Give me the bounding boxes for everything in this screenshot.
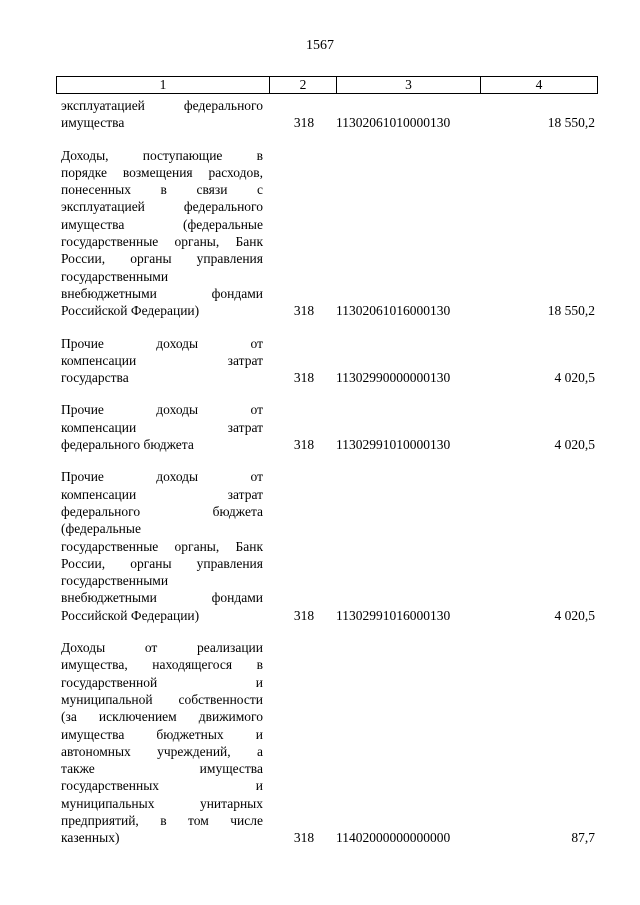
description-line: (федеральные [61, 521, 141, 537]
column-header-3: 3 [337, 77, 481, 94]
description-line: России, органы управления [61, 251, 263, 267]
row-admin-code: 318 [293, 437, 315, 453]
table-body [61, 97, 601, 862]
description-line: компенсации затрат [61, 419, 263, 435]
description-line: муниципальных унитарных [61, 795, 263, 811]
column-header-4: 4 [481, 77, 598, 94]
description-line: порядке возмещения расходов, [61, 164, 263, 180]
row-budget-code: 11302061016000130 [336, 303, 451, 319]
description-line: автономных учреждений, а [61, 743, 263, 759]
column-header-row [56, 76, 598, 94]
description-line: Прочие доходы от [61, 335, 263, 351]
row-amount: 4 020,5 [554, 370, 595, 386]
description-line: государственными [61, 268, 169, 284]
description-line: Прочие доходы от [61, 469, 263, 485]
table-row [61, 468, 601, 624]
description-line: предприятий, в том числе [61, 812, 263, 828]
row-budget-code: 11402000000000000 [336, 830, 451, 846]
description-line: России, органы управления [61, 555, 263, 571]
row-amount: 4 020,5 [554, 437, 595, 453]
description-line: федерального бюджета [61, 503, 263, 519]
row-admin-code: 318 [293, 830, 315, 846]
row-amount: 87,7 [571, 830, 595, 846]
description-line: Российской Федерации) [61, 303, 200, 319]
table-row [61, 639, 601, 847]
description-line: эксплуатацией федерального [61, 98, 263, 113]
description-line: компенсации затрат [61, 486, 263, 502]
table-row [61, 97, 601, 132]
description-line: казенных) [61, 830, 120, 846]
row-admin-code: 318 [293, 370, 315, 386]
table-row [61, 401, 601, 453]
description-line: государственные органы, Банк [61, 234, 263, 250]
description-line: внебюджетными фондами [61, 285, 263, 301]
description-line: (за исключением движимого [61, 709, 263, 725]
row-description [61, 335, 263, 387]
description-line: компенсации затрат [61, 352, 263, 368]
description-line: имущества [61, 115, 125, 131]
row-description [61, 401, 263, 453]
row-amount: 18 550,2 [547, 303, 595, 319]
description-line: понесенных в связи с [61, 182, 263, 198]
row-admin-code: 318 [293, 607, 315, 623]
description-line: также имущества [61, 761, 263, 777]
description-line: Российской Федерации) [61, 607, 200, 623]
description-line: Доходы от реализации [61, 640, 263, 656]
description-line: государственных и [61, 778, 263, 794]
row-budget-code: 11302991016000130 [336, 607, 451, 623]
description-line: государственными [61, 573, 169, 589]
description-line: внебюджетными фондами [61, 590, 263, 606]
description-line: имущества бюджетных и [61, 726, 263, 742]
table-row [61, 147, 601, 320]
description-line: Доходы, поступающие в [61, 147, 263, 163]
row-admin-code: 318 [293, 115, 315, 131]
page-number: 1567 [306, 38, 334, 53]
row-budget-code: 11302061010000130 [336, 115, 451, 131]
description-line: имущества, находящегося в [61, 657, 263, 673]
row-budget-code: 11302990000000130 [336, 370, 451, 386]
description-line: имущества (федеральные [61, 216, 263, 232]
column-header-1: 1 [57, 77, 270, 94]
description-line: федерального бюджета [61, 437, 194, 453]
description-line: эксплуатацией федерального [61, 199, 263, 215]
table-row [61, 335, 601, 387]
column-header-2: 2 [270, 77, 337, 94]
description-line: государственные органы, Банк [61, 538, 263, 554]
row-description [61, 97, 263, 132]
row-amount: 18 550,2 [547, 115, 595, 131]
row-budget-code: 11302991010000130 [336, 437, 451, 453]
description-line: государственной и [61, 674, 263, 690]
row-description [61, 468, 263, 624]
description-line: муниципальной собственности [61, 691, 263, 707]
row-description [61, 639, 263, 847]
row-amount: 4 020,5 [554, 607, 595, 623]
description-line: Прочие доходы от [61, 402, 263, 418]
row-admin-code: 318 [293, 303, 315, 319]
row-description [61, 147, 263, 320]
description-line: государства [61, 370, 129, 386]
